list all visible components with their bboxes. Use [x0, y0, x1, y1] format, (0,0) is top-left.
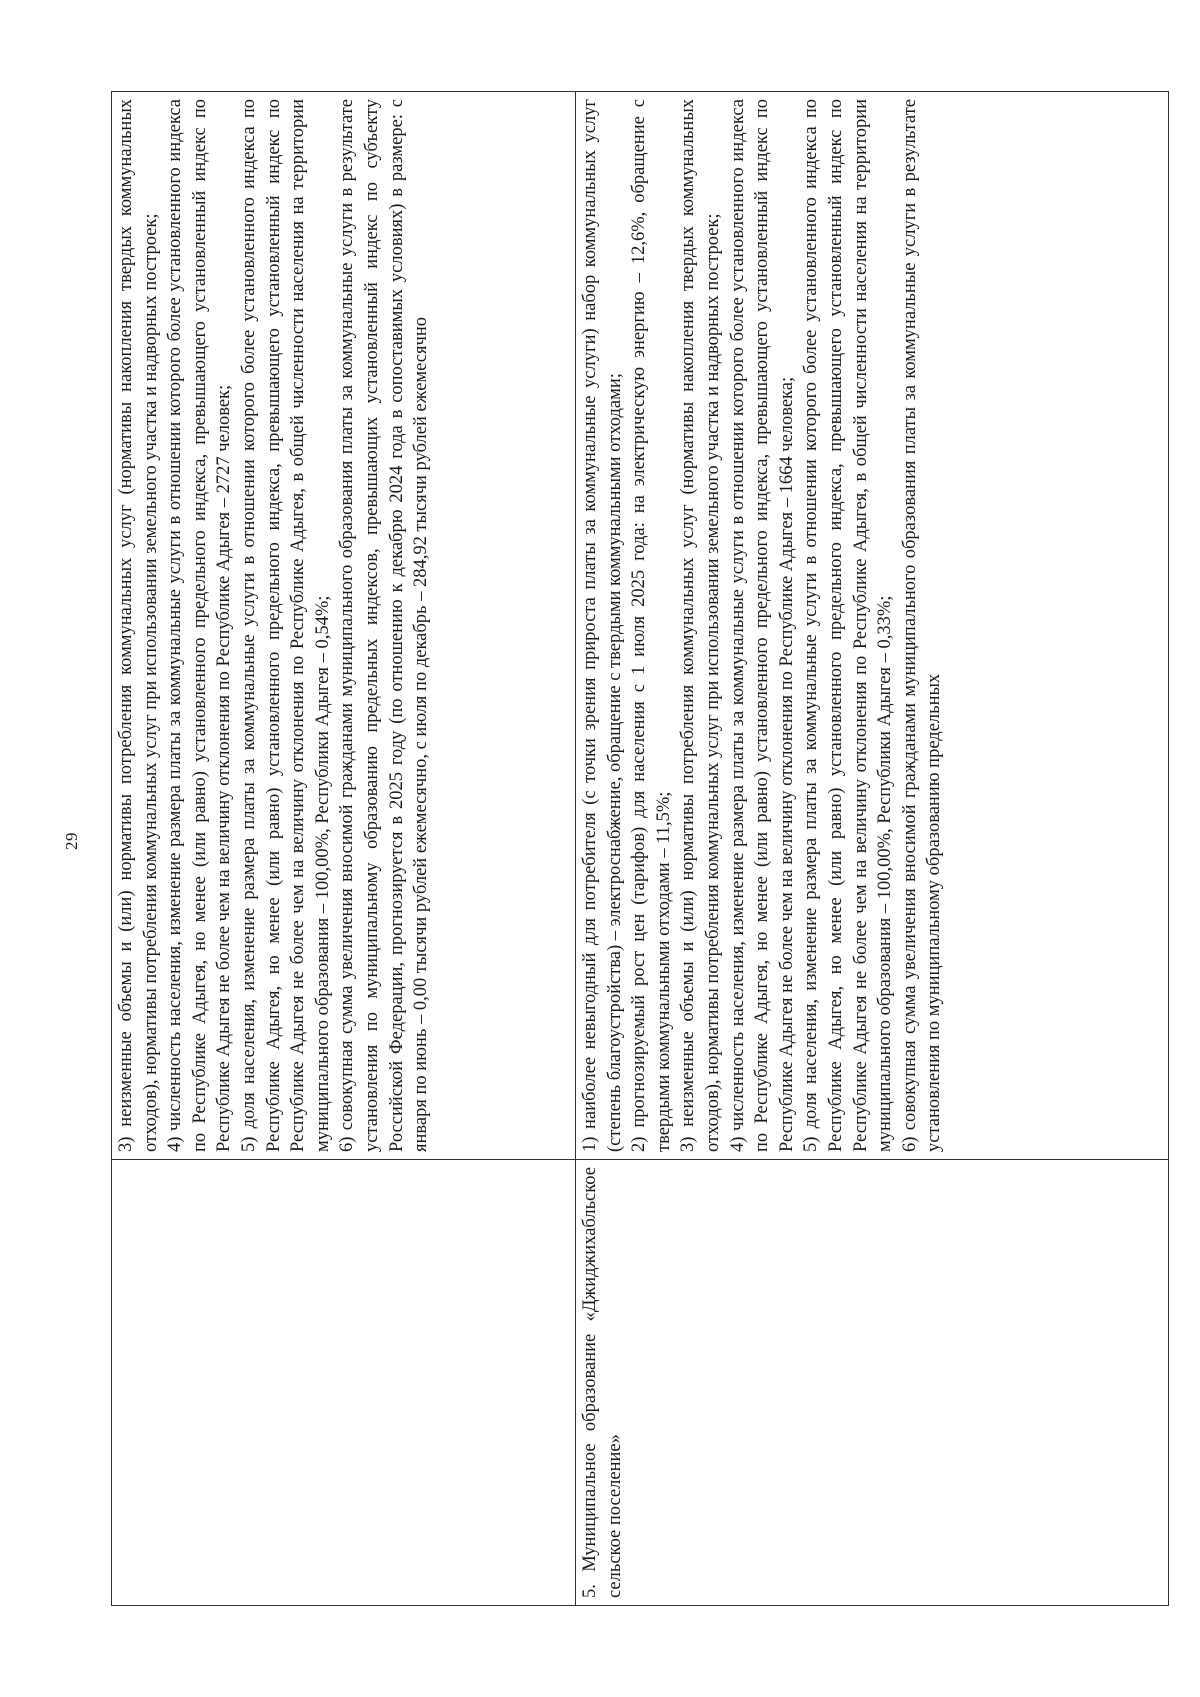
condition-item: 2) прогнозируемый рост цен (тарифов) для населения с 1 июля 2025 года: на электрическую энергию – 12,6%, обращение с твердыми коммунальными отходами – 11,5%; — [629, 98, 674, 1152]
condition-item: 4) численность населения, изменение размера платы за коммунальные услуги в отношении которого более установленного индекса по Республике Адыгея, но менее (или равно) установленного предельного индекса, превышающего установленный индекс по Республике Адыгея не более чем на величину отклонения по Республике Адыгея – 2727 человек; — [165, 98, 235, 1152]
page-number: 29 — [62, 832, 81, 850]
condition-item: 5) доля населения, изменение размера платы за коммунальные услуги в отношении которого более установленного индекса по Республике Адыгея, но менее (или равно) установленного предельного индекса, превышающего установленный индекс по Республике Адыгея не более чем на величину отклонения по Республике Адыгея, в общей численности населения на территории муниципального образования – 100,00%, Республики Адыгея – 0,54%; — [238, 98, 333, 1152]
table-row — [576, 91, 1169, 1605]
condition-item: 3) неизменные объемы и (или) нормативы потребления коммунальных услуг (нормативы накопления твердых коммунальных отходов), нормативы потребления коммунальных услуг при использовании земельного участка и надворных построек; — [678, 98, 723, 1152]
conditions-cell — [112, 91, 576, 1159]
municipality-cell — [112, 1159, 576, 1605]
table-row — [112, 91, 576, 1605]
condition-item: 1) наиболее невыгодный для потребителя (с точки зрения прироста платы за коммунальные услуги) набор коммунальных услуг (степень благоустройства) – электроснабжение, обращение с твердыми коммунальными отходами; — [580, 98, 625, 1152]
municipality-cell — [576, 1159, 1169, 1605]
conditions-cell — [576, 91, 1169, 1159]
condition-item: 6) совокупная сумма увеличения вносимой гражданами муниципального образования платы за коммунальные услуги в результате установления по муниципальному образованию предельных индексов, превышающих установленный индекс по субъекту Российской Федерации, прогнозируется в 2025 году (по отношению к декабрю 2024 года в сопоставимых условиях) в размере: с января по июнь – 0,00 тысячи рублей ежемесячно, с июля по декабрь – 284,92 тысячи рублей ежемесячно — [337, 98, 432, 1152]
condition-item: 4) численность населения, изменение размера платы за коммунальные услуги в отношении которого более установленного индекса по Республике Адыгея, но менее (или равно) установленного предельного индекса, превышающего установленный индекс по Республике Адыгея не более чем на величину отклонения по Республике Адыгея – 1664 человека; — [727, 98, 797, 1152]
condition-item: 6) совокупная сумма увеличения вносимой гражданами муниципального образования платы за коммунальные услуги в результате установления по муниципальному образованию предельных — [899, 98, 945, 1152]
condition-item: 5) доля населения, изменение размера платы за коммунальные услуги в отношении которого более установленного индекса по Республике Адыгея, но менее (или равно) установленного предельного индекса, превышающего установленный индекс по Республике Адыгея не более чем на величину отклонения по Республике Адыгея, в общей численности населения на территории муниципального образования – 100,00%, Республики Адыгея – 0,33%; — [801, 98, 896, 1152]
condition-item: 3) неизменные объемы и (или) нормативы потребления коммунальных услуг (нормативы накопления твердых коммунальных отходов), нормативы потребления коммунальных услуг при использовании земельного участка и надворных построек; — [116, 98, 161, 1152]
municipality-name: 5. Муниципальное образование «Джиджихабльское сельское поселение» — [580, 1166, 625, 1598]
rotated-page-content — [111, 92, 1169, 1606]
municipality-table — [111, 91, 1169, 1606]
